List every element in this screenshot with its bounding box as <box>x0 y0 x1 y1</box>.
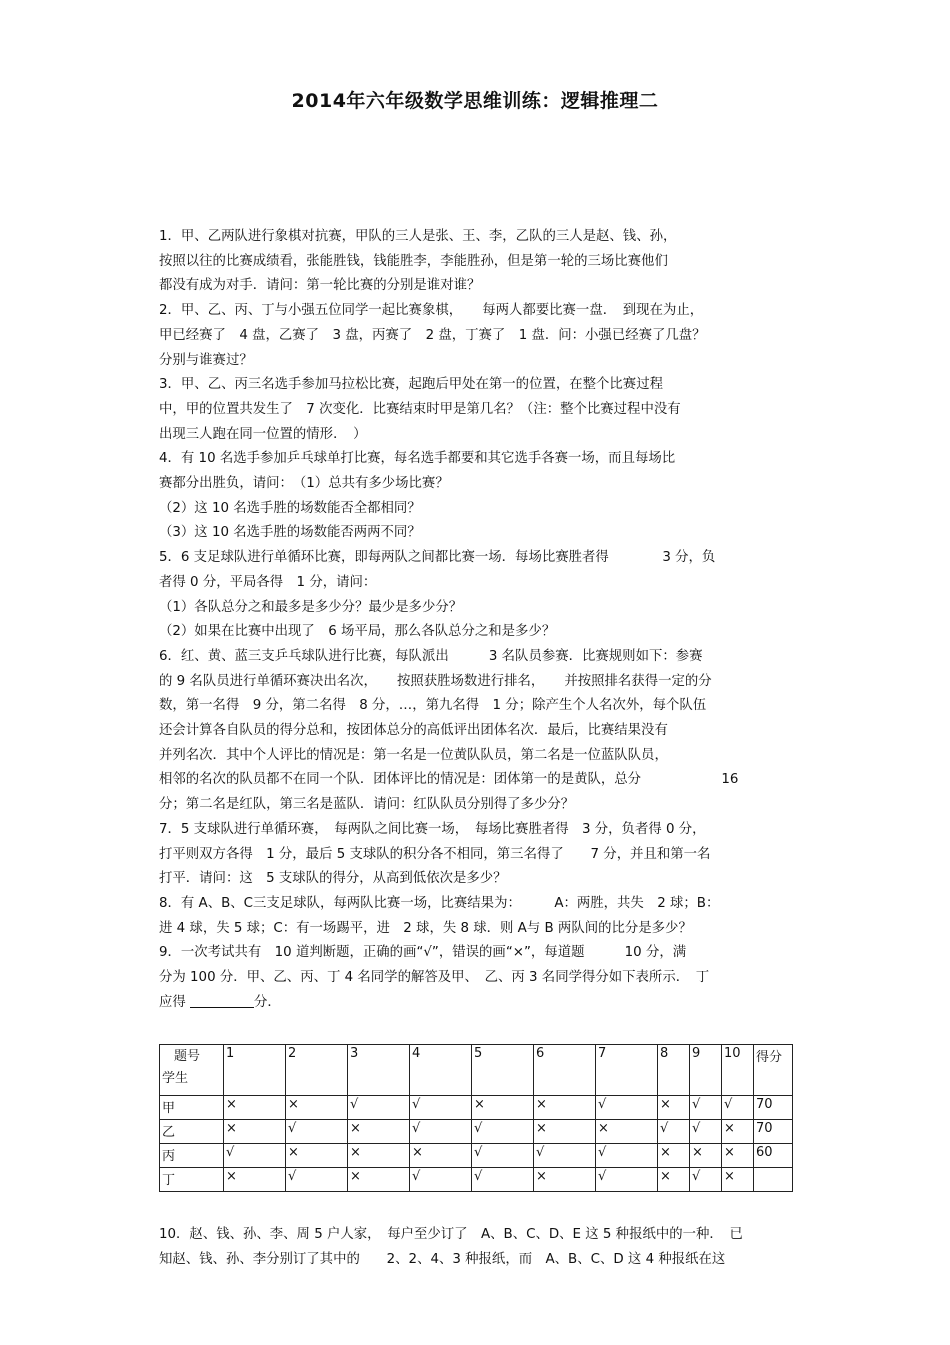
text-line: 10．赵、钱、孙、李、周 5 户人家， 每户至少订了 A、B、C、D、E 这 5 种报纸中的一种． 已 <box>159 1227 743 1242</box>
answer-cell: × <box>534 1096 596 1120</box>
score-cell: 70 <box>754 1096 793 1120</box>
text-line: 甲已经赛了 4 盘，乙赛了 3 盘，丙赛了 2 盘，丁赛了 1 盘．问：小强已经赛了几盘？ <box>159 327 706 343</box>
answer-cell: × <box>722 1168 754 1192</box>
answer-cell: × <box>224 1120 286 1144</box>
problem-list <box>159 225 791 1016</box>
answer-cell: √ <box>690 1168 722 1192</box>
text-line: 4．有 10 名选手参加乒乓球单打比赛，每名选手都要和其它选手各赛一场，而且每场比 <box>159 451 676 467</box>
header-question-label: 题号 <box>174 1049 201 1064</box>
text-line: 知赵、钱、孙、李分别订了其中的 2、2、4、3 种报纸，而 A、B、C、D 这 4 种报纸在这 <box>159 1252 726 1267</box>
problem-9 <box>159 941 791 1015</box>
problem-8 <box>159 892 791 941</box>
text-fragment: 分． <box>254 994 281 1010</box>
column-header: 9 <box>690 1045 722 1096</box>
column-header: 得分 <box>754 1045 793 1096</box>
student-cell: 甲 <box>160 1096 224 1120</box>
answer-cell: √ <box>224 1144 286 1168</box>
text-line: （3）这 10 名选手胜的场数能否两两不同？ <box>159 525 421 541</box>
column-header: 3 <box>348 1045 410 1096</box>
answer-cell: × <box>658 1096 690 1120</box>
answer-cell: × <box>658 1168 690 1192</box>
text-line: 1．甲、乙两队进行象棋对抗赛，甲队的三人是张、王、李，乙队的三人是赵、钱、孙， <box>159 229 677 244</box>
answer-cell: × <box>348 1120 410 1144</box>
text-line: 3．甲、乙、丙三名选手参加马拉松比赛，起跑后甲处在第一的位置，在整个比赛过程 <box>159 377 663 393</box>
answer-cell: √ <box>596 1096 658 1120</box>
text-line: 9．一次考试共有 10 道判断题，正确的画“√”，错误的画“×”，每道题 10 分，满 <box>159 945 687 961</box>
answer-cell: × <box>224 1096 286 1120</box>
text-line: 赛都分出胜负，请问： （1）总共有多少场比赛？ <box>159 476 449 492</box>
answer-cell: √ <box>534 1144 596 1168</box>
answer-table <box>159 1044 793 1192</box>
text-line: 的 9 名队员进行单循环赛决出名次， 按照获胜场数进行排名， 并按照排名获得一定的分 <box>159 673 712 689</box>
answer-cell: √ <box>596 1168 658 1192</box>
answer-cell: √ <box>658 1120 690 1144</box>
text-line: 7．5 支球队进行单循环赛， 每两队之间比赛一场， 每场比赛胜者得 3 分，负者得 0 分， <box>159 821 706 837</box>
text-line: 分别与谁赛过？ <box>159 352 253 368</box>
answer-cell: × <box>534 1168 596 1192</box>
text-line: 6．红、黄、蓝三支乒乓球队进行比赛，每队派出 3 名队员参赛．比赛规则如下：参赛 <box>159 648 703 664</box>
text-line: 还会计算各自队员的得分总和，按团体总分的高低评出团体名次．最后，比赛结果没有 <box>159 723 668 739</box>
answer-cell: √ <box>472 1168 534 1192</box>
text-fragment: 应得 <box>159 994 186 1010</box>
answer-cell: √ <box>472 1144 534 1168</box>
problem-7 <box>159 818 791 892</box>
student-cell: 丙 <box>160 1144 224 1168</box>
text-line: 出现三人跑在同一位置的情形． ） <box>159 426 367 442</box>
answer-cell: √ <box>596 1144 658 1168</box>
text-line: 中，甲的位置共发生了 7 次变化．比赛结束时甲是第几名？（注：整个比赛过程中没有 <box>159 401 681 417</box>
score-cell: 70 <box>754 1120 793 1144</box>
text-line: 都没有成为对手．请问：第一轮比赛的分别是谁对谁？ <box>159 278 481 294</box>
column-header: 2 <box>286 1045 348 1096</box>
answer-cell: × <box>286 1096 348 1120</box>
text-line: 8．有 A、B、C三支足球队，每两队比赛一场，比赛结果为： A：两胜，共失 2 球；B： <box>159 895 720 911</box>
answer-cell: √ <box>348 1096 410 1120</box>
table-header-row <box>160 1045 793 1096</box>
text-line: 分；第二名是红队，第三名是蓝队．请问：红队队员分别得了多少分？ <box>159 797 575 813</box>
text-line: （2）如果在比赛中出现了 6 场平局，那么各队总分之和是多少？ <box>159 624 556 640</box>
column-header: 6 <box>534 1045 596 1096</box>
table-row <box>160 1120 793 1144</box>
problem-6 <box>159 645 791 818</box>
text-line: 打平．请问：这 5 支球队的得分，从高到低依次是多少？ <box>159 871 507 887</box>
answer-cell: × <box>690 1144 722 1168</box>
problem-5 <box>159 546 791 645</box>
problem-3 <box>159 373 791 447</box>
column-header: 4 <box>410 1045 472 1096</box>
answer-cell: × <box>348 1144 410 1168</box>
text-line: 按照以往的比赛成绩看，张能胜钱，钱能胜李，李能胜孙，但是第一轮的三场比赛他们 <box>159 253 668 269</box>
answer-cell: √ <box>690 1096 722 1120</box>
table-corner-cell <box>160 1045 224 1096</box>
header-student-label: 学生 <box>162 1071 189 1086</box>
answer-cell: × <box>722 1144 754 1168</box>
text-line <box>159 991 791 1016</box>
problem-2 <box>159 299 791 373</box>
answer-cell: √ <box>286 1168 348 1192</box>
column-header: 7 <box>596 1045 658 1096</box>
answer-cell: × <box>722 1120 754 1144</box>
answer-blank <box>190 993 254 1008</box>
answer-cell: √ <box>472 1120 534 1144</box>
table-row <box>160 1096 793 1120</box>
text-line: 5．6 支足球队进行单循环比赛，即每两队之间都比赛一场．每场比赛胜者得 3 分，负 <box>159 550 716 566</box>
text-line: （1）各队总分之和最多是多少分？最少是多少分？ <box>159 599 463 615</box>
answer-cell: × <box>658 1144 690 1168</box>
text-line: 2．甲、乙、丙、丁与小强五位同学一起比赛象棋， 每两人都要比赛一盘． 到现在为止， <box>159 303 704 319</box>
text-line: 分为 100 分．甲、乙、丙、丁 4 名同学的解答及甲、 乙、丙 3 名同学得分如下表所示． 丁 <box>159 970 710 986</box>
answer-cell: √ <box>690 1120 722 1144</box>
answer-cell: √ <box>410 1120 472 1144</box>
score-cell: 60 <box>754 1144 793 1168</box>
answer-cell: × <box>348 1168 410 1192</box>
column-header: 8 <box>658 1045 690 1096</box>
problem-4 <box>159 447 791 546</box>
answer-cell: × <box>224 1168 286 1192</box>
answer-cell: × <box>410 1144 472 1168</box>
answer-cell: √ <box>410 1096 472 1120</box>
text-line: 打平则双方各得 1 分，最后 5 支球队的积分各不相同，第三名得了 7 分，并且和第一名 <box>159 846 711 862</box>
page-title: 2014年六年级数学思维训练：逻辑推理二 <box>291 90 659 112</box>
text-line: （2）这 10 名选手胜的场数能否全都相同？ <box>159 500 421 516</box>
column-header: 5 <box>472 1045 534 1096</box>
text-line: 数，第一名得 9 分，第二名得 8 分，…，第九名得 1 分；除产生个人名次外，每个队伍 <box>159 698 707 714</box>
text-line: 者得 0 分，平局各得 1 分，请问： <box>159 574 377 590</box>
answer-cell: × <box>286 1144 348 1168</box>
problem-10 <box>159 1222 791 1272</box>
student-cell: 乙 <box>160 1120 224 1144</box>
table-row <box>160 1144 793 1168</box>
text-line: 进 4 球，失 5 球；C：有一场踢平，进 2 球，失 8 球．则 A与 B 两队间的比分是多少？ <box>159 920 692 936</box>
score-cell <box>754 1168 793 1192</box>
text-line: 并列名次．其中个人评比的情况是：第一名是一位黄队队员，第二名是一位蓝队队员， <box>159 747 668 763</box>
answer-cell: √ <box>410 1168 472 1192</box>
answer-cell: √ <box>286 1120 348 1144</box>
answer-cell: × <box>596 1120 658 1144</box>
text-line: 相邻的名次的队员都不在同一个队．团体评比的情况是：团体第一的是黄队，总分 16 <box>159 772 739 788</box>
column-header: 10 <box>722 1045 754 1096</box>
column-header: 1 <box>224 1045 286 1096</box>
student-cell: 丁 <box>160 1168 224 1192</box>
table-row <box>160 1168 793 1192</box>
answer-cell: × <box>472 1096 534 1120</box>
problem-1 <box>159 225 791 299</box>
answer-cell: √ <box>722 1096 754 1120</box>
answer-cell: × <box>534 1120 596 1144</box>
